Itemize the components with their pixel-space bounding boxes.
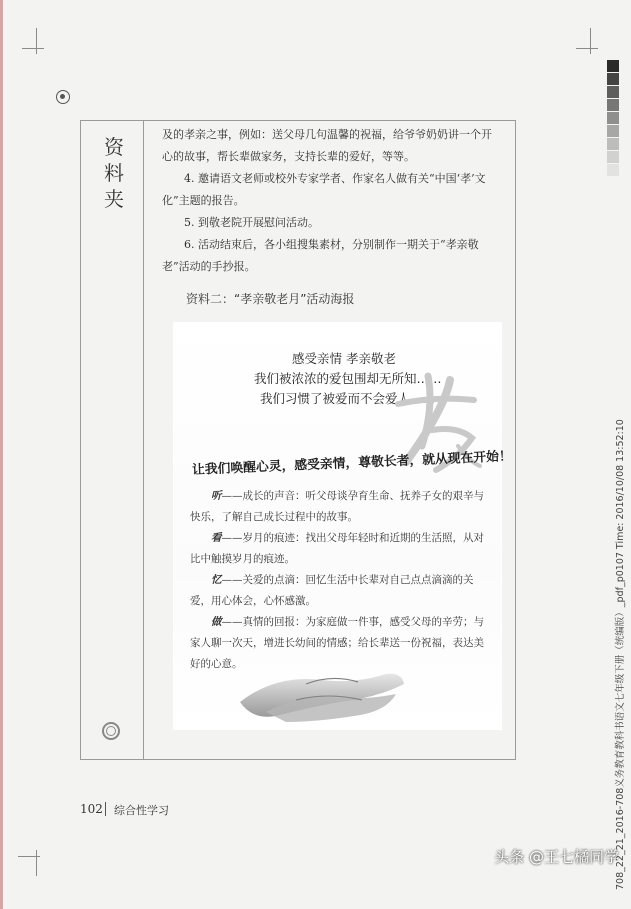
color-calibration-strip [607, 60, 619, 177]
watermark: 头条 @王七橘同学 [494, 848, 619, 866]
crop-mark-bottom-left-vertical [36, 850, 37, 876]
paragraph-3: 5. 到敬老院开展慰问活动。 [184, 216, 319, 229]
poster-headline: 让我们唤醒心灵，感受亲情，尊敬长者，就从现在开始！ [191, 449, 513, 478]
poster-line-2: 我们被浓浓的爱包围却无所知…… [254, 371, 442, 386]
body-text [162, 124, 502, 278]
poster-item-recall: 忆——关爱的点滴：回忆生活中长辈对自己点点滴滴的关爱，用心体会，心怀感激。 [190, 574, 474, 607]
sidebar-column [80, 120, 144, 760]
crop-mark-top-right-vertical [590, 28, 591, 54]
poster-body [190, 486, 492, 675]
paragraph-4: 6. 活动结束后，各小组搜集素材，分别制作一期关于“孝亲敬老”活动的手抄报。 [162, 238, 479, 273]
poster-line-1: 感受亲情 孝亲敬老 [292, 351, 396, 366]
footer-separator [105, 802, 106, 816]
left-margin-rule [0, 0, 3, 909]
target-circle-icon [102, 722, 120, 740]
poster-item-look: 看——岁月的痕迹：找出父母年轻时和近期的生活照，从对比中触摸岁月的痕迹。 [190, 532, 484, 565]
paragraph-2: 4. 邀请语文老师或校外专家学者、作家名人做有关“中国‘孝’文化”主题的报告。 [162, 172, 486, 207]
sidebar-title: 资料夹 [104, 135, 124, 211]
poster-item-listen: 听——成长的声音：听父母谈孕育生命、抚养子女的艰辛与快乐，了解自己成长过程中的故事。 [190, 490, 484, 523]
section-title: 资料二：“孝亲敬老月”活动海报 [186, 292, 355, 306]
crop-mark-top-left [22, 48, 44, 49]
footer-section-label: 综合性学习 [114, 804, 169, 817]
print-metadata: 708_22_21_2016-708义务教育教科书语文七年级下册（统编版）_pdf_p0107 Time: 2016/10/08 13:52:10 [615, 419, 626, 890]
registration-mark-icon [56, 90, 70, 104]
page-number: 102 [80, 802, 103, 816]
holding-hands-image [236, 654, 406, 724]
paragraph-1: 及的孝亲之事，例如：送父母几句温馨的祝福，给爷爷奶奶讲一个开心的故事，帮长辈做家务，支持长辈的爱好，等等。 [162, 128, 492, 163]
crop-mark-top-left-vertical [36, 28, 37, 54]
poster-item-do: 做——真情的回报：为家庭做一件事，感受父母的辛劳；与家人聊一次天，增进长幼间的情感；给长辈送一份祝福，表达美好的心意。 [190, 616, 484, 670]
crop-mark-top-right [576, 48, 598, 49]
poster-line-3: 我们习惯了被爱而不会爱人…… [260, 391, 436, 406]
